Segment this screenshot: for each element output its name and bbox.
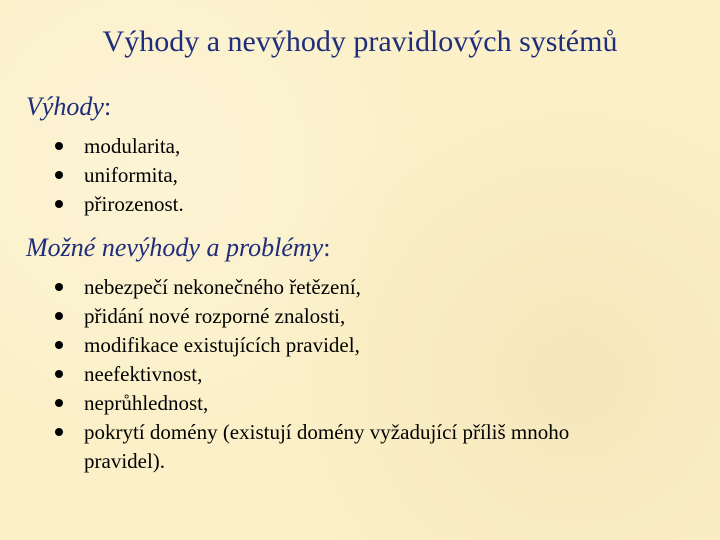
list-item [54,360,654,389]
list-item [54,132,694,161]
list-item [54,273,654,302]
slide-title: Výhody a nevýhody pravidlových systémů [102,25,618,58]
bullet-dot-icon [55,370,63,378]
list-item-text: pokrytí domény (existují domény vyžadující příliš mnoho pravidel). [84,420,570,473]
list-item-text: nebezpečí nekonečného řetězení, [84,275,361,299]
list-item [54,161,694,190]
bullet-dot-icon [55,200,63,208]
disadvantages-heading-colon: : [323,233,331,262]
advantages-heading [26,92,111,122]
bullet-dot-icon [55,399,63,407]
list-item-text: neprůhlednost, [84,391,209,415]
list-item-text: uniformita, [84,163,178,187]
list-item-text: přirozenost. [84,192,184,216]
list-item-text: modifikace existujících pravidel, [84,333,360,357]
advantages-list [54,132,694,219]
advantages-heading-colon: : [103,92,112,121]
list-item [54,302,654,331]
list-item [54,190,694,219]
advantages-heading-text: Výhody [26,92,104,121]
bullet-dot-icon [55,283,63,291]
bullet-dot-icon [55,171,63,179]
list-item-text: přidání nové rozporné znalosti, [84,304,346,328]
list-item [54,389,654,418]
list-item-text: modularita, [84,134,181,158]
bullet-dot-icon [55,142,63,150]
bullet-dot-icon [55,341,63,349]
disadvantages-heading-text: Možné nevýhody a problémy [26,233,324,262]
list-item [54,418,654,476]
bullet-dot-icon [55,312,63,320]
list-item-text: neefektivnost, [84,362,203,386]
list-item [54,331,654,360]
bullet-dot-icon [55,428,63,436]
disadvantages-list [54,273,654,476]
disadvantages-heading [26,233,330,263]
